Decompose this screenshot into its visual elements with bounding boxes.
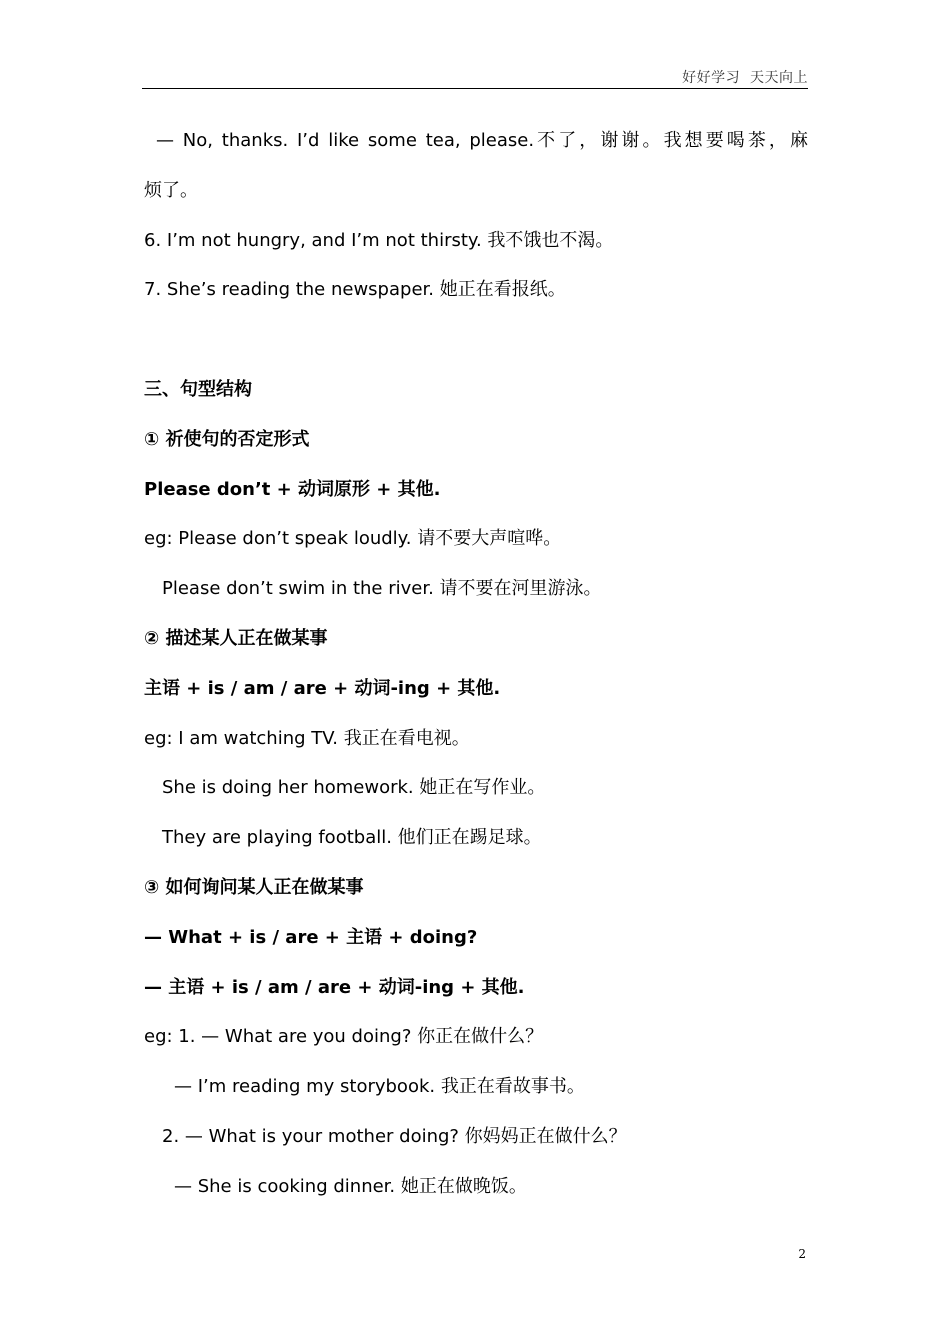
example-2-question: 2. — What is your mother doing? 你妈妈正在做什么？: [162, 1125, 627, 1147]
page-header-text: 好好学习 天天向上: [682, 70, 808, 86]
subheading-asking-doing: ③ 如何询问某人正在做某事: [144, 876, 364, 898]
example-homework: She is doing her homework. 她正在写作业。: [162, 777, 546, 799]
dialog-reply-tea-continued: 烦了。: [144, 179, 198, 201]
page-number: 2: [798, 1247, 806, 1261]
section-heading-sentence-structure: 三、句型结构: [144, 378, 252, 400]
example-1-answer: — I’m reading my storybook. 我正在看故事书。: [174, 1076, 585, 1098]
subheading-doing-something: ② 描述某人正在做某事: [144, 627, 328, 649]
pattern-please-dont: Please don’t + 动词原形 + 其他.: [144, 478, 441, 500]
sentence-7: 7. She’s reading the newspaper. 她正在看报纸。: [144, 279, 566, 301]
sentence-6: 6. I’m not hungry, and I’m not thirsty. 我不饿也不渴。: [144, 229, 614, 251]
pattern-present-continuous: 主语 + is / am / are + 动词-ing + 其他.: [144, 677, 501, 699]
example-watching-tv: eg: I am watching TV. 我正在看电视。: [144, 727, 470, 749]
blank-line: [144, 323, 808, 373]
pattern-what-doing-answer: — 主语 + is / am / are + 动词-ing + 其他.: [144, 976, 525, 998]
subheading-negative-imperative: ① 祈使句的否定形式: [144, 428, 310, 450]
example-speak-loudly: eg: Please don’t speak loudly. 请不要大声喧哗。: [144, 528, 562, 550]
pattern-what-doing-question: — What + is / are + 主语 + doing?: [144, 926, 478, 948]
document-body: [144, 124, 808, 1220]
example-swim-river: Please don’t swim in the river. 请不要在河里游泳。: [162, 578, 602, 600]
example-2-answer: — She is cooking dinner. 她正在做晚饭。: [174, 1175, 527, 1197]
header-divider: [142, 88, 808, 89]
dialog-reply-tea: — No, thanks. I’d like some tea, please.不了，谢谢。我想要喝茶，麻: [156, 130, 808, 151]
example-1-question: eg: 1. — What are you doing? 你正在做什么？: [144, 1026, 544, 1048]
example-football: They are playing football. 他们正在踢足球。: [162, 827, 542, 849]
